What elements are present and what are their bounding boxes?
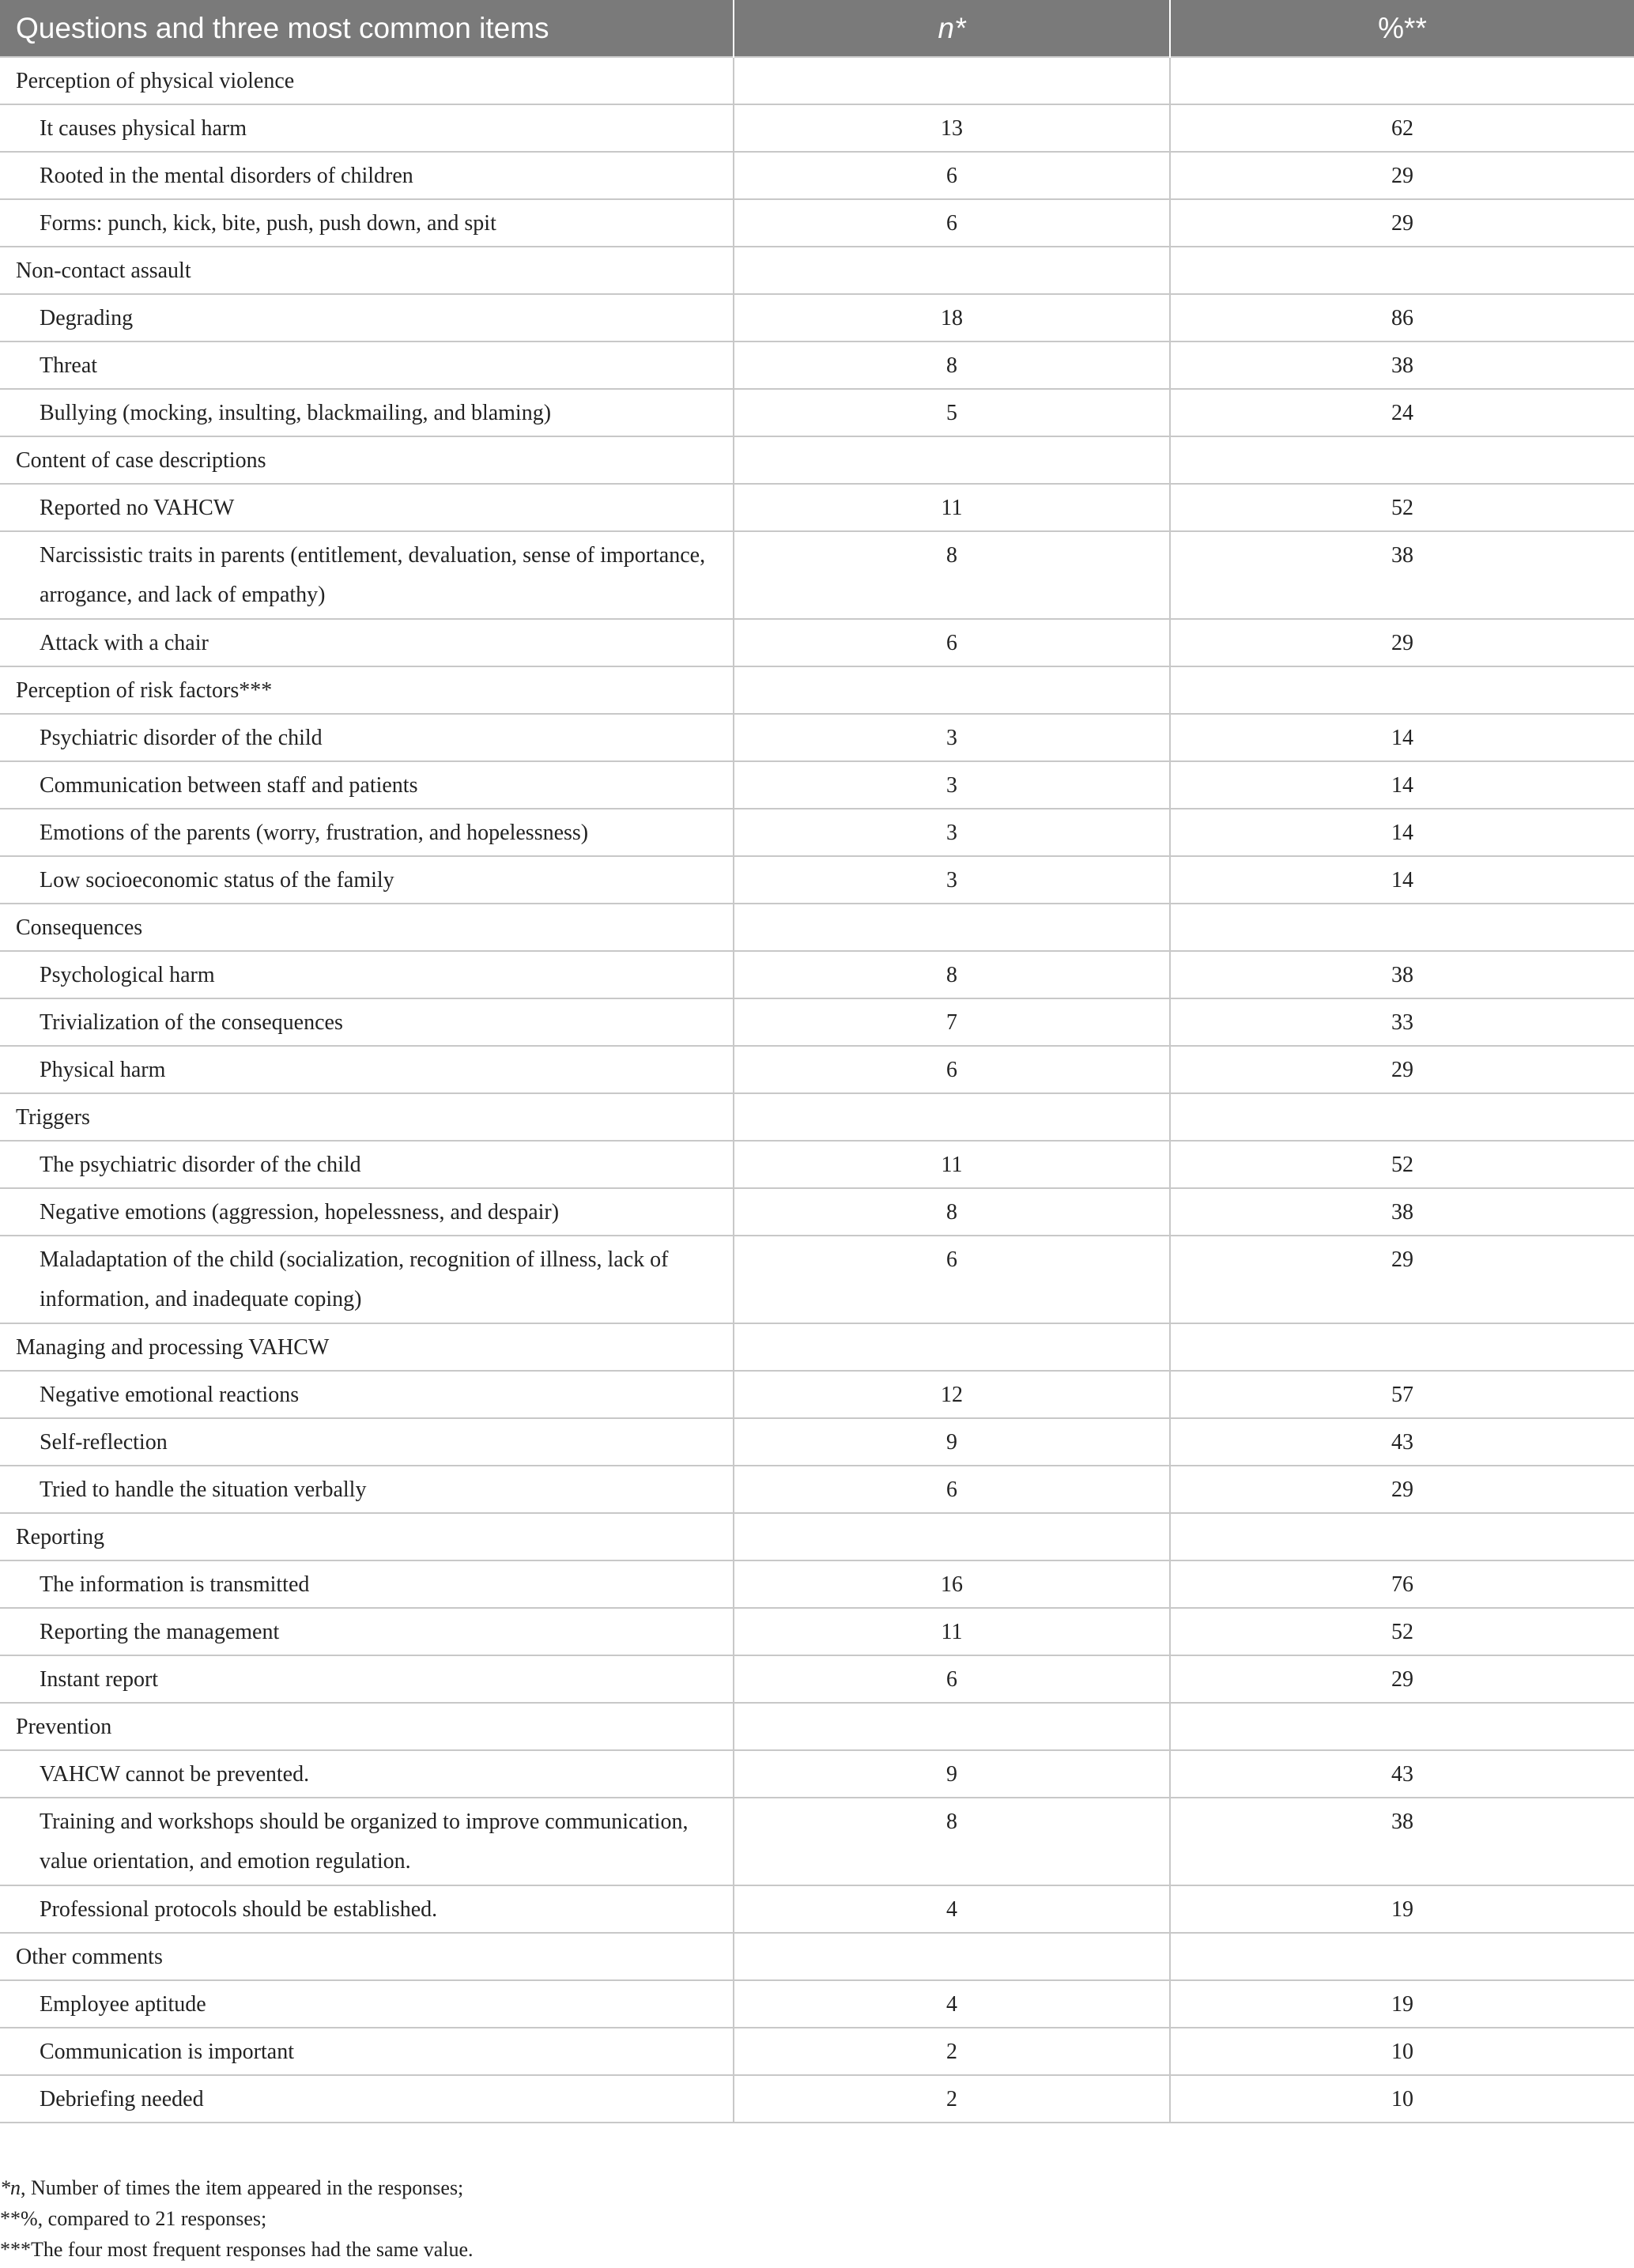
item-label: Communication is important bbox=[0, 2028, 734, 2075]
table-row bbox=[0, 294, 1634, 342]
group-row bbox=[0, 666, 1634, 714]
item-label: Communication between staff and patients bbox=[0, 761, 734, 809]
footnote-risk-factors: ***The four most frequent responses had the same value. bbox=[0, 2238, 474, 2261]
group-n-cell bbox=[734, 57, 1170, 104]
item-n-value: 11 bbox=[734, 1141, 1170, 1188]
group-label: Non-contact assault bbox=[0, 247, 734, 294]
group-n-cell bbox=[734, 1933, 1170, 1980]
item-label: Training and workshops should be organized to improve communication, value orientation, and emotion regulation. bbox=[0, 1798, 734, 1885]
group-percent-cell bbox=[1170, 904, 1634, 951]
group-row bbox=[0, 1513, 1634, 1560]
item-label: Negative emotions (aggression, hopelessness, and despair) bbox=[0, 1188, 734, 1236]
table-row bbox=[0, 1466, 1634, 1513]
group-percent-cell bbox=[1170, 1933, 1634, 1980]
table-row bbox=[0, 761, 1634, 809]
item-percent-value: 38 bbox=[1170, 1798, 1634, 1885]
group-row bbox=[0, 1933, 1634, 1980]
item-n-value: 6 bbox=[734, 1655, 1170, 1703]
item-percent-value: 29 bbox=[1170, 199, 1634, 247]
item-percent-value: 29 bbox=[1170, 1466, 1634, 1513]
table-row bbox=[0, 1418, 1634, 1466]
item-label: Trivialization of the consequences bbox=[0, 998, 734, 1046]
item-percent-value: 19 bbox=[1170, 1980, 1634, 2028]
header-n: n* bbox=[734, 0, 1170, 57]
table-row bbox=[0, 1980, 1634, 2028]
group-n-cell bbox=[734, 1093, 1170, 1141]
table-row bbox=[0, 1141, 1634, 1188]
table-row bbox=[0, 809, 1634, 856]
table-row bbox=[0, 484, 1634, 531]
item-percent-value: 14 bbox=[1170, 856, 1634, 904]
item-percent-value: 14 bbox=[1170, 714, 1634, 761]
item-n-value: 7 bbox=[734, 998, 1170, 1046]
group-row bbox=[0, 1703, 1634, 1750]
table-row bbox=[0, 342, 1634, 389]
table-header-row bbox=[0, 0, 1634, 57]
table-footnotes bbox=[0, 2172, 1634, 2265]
item-label: Psychiatric disorder of the child bbox=[0, 714, 734, 761]
table-row bbox=[0, 2075, 1634, 2123]
table-row bbox=[0, 1750, 1634, 1798]
item-label: Forms: punch, kick, bite, push, push down, and spit bbox=[0, 199, 734, 247]
item-label: Tried to handle the situation verbally bbox=[0, 1466, 734, 1513]
group-percent-cell bbox=[1170, 247, 1634, 294]
item-n-value: 8 bbox=[734, 1188, 1170, 1236]
group-label: Triggers bbox=[0, 1093, 734, 1141]
item-n-value: 8 bbox=[734, 342, 1170, 389]
item-label: The information is transmitted bbox=[0, 1560, 734, 1608]
item-n-value: 6 bbox=[734, 619, 1170, 666]
table-row bbox=[0, 1608, 1634, 1655]
item-label: Instant report bbox=[0, 1655, 734, 1703]
table-row bbox=[0, 389, 1634, 436]
item-n-value: 6 bbox=[734, 1046, 1170, 1093]
group-row bbox=[0, 904, 1634, 951]
item-n-value: 3 bbox=[734, 714, 1170, 761]
item-label: Bullying (mocking, insulting, blackmailing, and blaming) bbox=[0, 389, 734, 436]
table-row bbox=[0, 1046, 1634, 1093]
item-label: Degrading bbox=[0, 294, 734, 342]
group-percent-cell bbox=[1170, 1323, 1634, 1371]
item-n-value: 9 bbox=[734, 1418, 1170, 1466]
group-row bbox=[0, 1093, 1634, 1141]
item-n-value: 13 bbox=[734, 104, 1170, 152]
item-percent-value: 29 bbox=[1170, 1655, 1634, 1703]
table-row bbox=[0, 1655, 1634, 1703]
group-n-cell bbox=[734, 666, 1170, 714]
table-row bbox=[0, 152, 1634, 199]
item-n-value: 2 bbox=[734, 2028, 1170, 2075]
group-percent-cell bbox=[1170, 1513, 1634, 1560]
table-row bbox=[0, 1798, 1634, 1885]
table-row bbox=[0, 1236, 1634, 1323]
table-row bbox=[0, 619, 1634, 666]
item-label: VAHCW cannot be prevented. bbox=[0, 1750, 734, 1798]
item-n-value: 6 bbox=[734, 152, 1170, 199]
item-n-value: 4 bbox=[734, 1885, 1170, 1933]
group-percent-cell bbox=[1170, 436, 1634, 484]
group-percent-cell bbox=[1170, 57, 1634, 104]
item-n-value: 12 bbox=[734, 1371, 1170, 1418]
item-percent-value: 57 bbox=[1170, 1371, 1634, 1418]
group-n-cell bbox=[734, 247, 1170, 294]
table-row bbox=[0, 998, 1634, 1046]
group-label: Content of case descriptions bbox=[0, 436, 734, 484]
table-body bbox=[0, 57, 1634, 2123]
item-label: Negative emotional reactions bbox=[0, 1371, 734, 1418]
item-n-value: 3 bbox=[734, 856, 1170, 904]
item-n-value: 11 bbox=[734, 1608, 1170, 1655]
item-percent-value: 38 bbox=[1170, 951, 1634, 998]
group-row bbox=[0, 57, 1634, 104]
group-n-cell bbox=[734, 904, 1170, 951]
item-percent-value: 19 bbox=[1170, 1885, 1634, 1933]
group-label: Prevention bbox=[0, 1703, 734, 1750]
item-percent-value: 52 bbox=[1170, 1608, 1634, 1655]
item-n-value: 9 bbox=[734, 1750, 1170, 1798]
group-label: Consequences bbox=[0, 904, 734, 951]
group-n-cell bbox=[734, 436, 1170, 484]
item-percent-value: 43 bbox=[1170, 1418, 1634, 1466]
item-percent-value: 14 bbox=[1170, 761, 1634, 809]
item-label: The psychiatric disorder of the child bbox=[0, 1141, 734, 1188]
table-row bbox=[0, 199, 1634, 247]
item-label: Professional protocols should be established. bbox=[0, 1885, 734, 1933]
item-label: Low socioeconomic status of the family bbox=[0, 856, 734, 904]
item-percent-value: 38 bbox=[1170, 342, 1634, 389]
header-questions: Questions and three most common items bbox=[16, 11, 549, 44]
group-n-cell bbox=[734, 1703, 1170, 1750]
item-percent-value: 10 bbox=[1170, 2028, 1634, 2075]
item-n-value: 8 bbox=[734, 1798, 1170, 1885]
item-percent-value: 24 bbox=[1170, 389, 1634, 436]
table-row bbox=[0, 856, 1634, 904]
item-label: It causes physical harm bbox=[0, 104, 734, 152]
footnote-percent: **%, compared to 21 responses; bbox=[0, 2207, 267, 2230]
item-percent-value: 29 bbox=[1170, 619, 1634, 666]
item-percent-value: 52 bbox=[1170, 484, 1634, 531]
item-label: Attack with a chair bbox=[0, 619, 734, 666]
item-n-value: 5 bbox=[734, 389, 1170, 436]
table-row bbox=[0, 1371, 1634, 1418]
item-n-value: 3 bbox=[734, 761, 1170, 809]
item-n-value: 4 bbox=[734, 1980, 1170, 2028]
item-label: Maladaptation of the child (socialization, recognition of illness, lack of information, and inadequate coping) bbox=[0, 1236, 734, 1323]
item-label: Debriefing needed bbox=[0, 2075, 734, 2123]
item-n-value: 3 bbox=[734, 809, 1170, 856]
item-label: Rooted in the mental disorders of children bbox=[0, 152, 734, 199]
item-n-value: 6 bbox=[734, 199, 1170, 247]
table-row bbox=[0, 951, 1634, 998]
group-label: Managing and processing VAHCW bbox=[0, 1323, 734, 1371]
item-label: Narcissistic traits in parents (entitlement, devaluation, sense of importance, arrogance, and lack of empathy) bbox=[0, 531, 734, 619]
table-row bbox=[0, 531, 1634, 619]
item-n-value: 18 bbox=[734, 294, 1170, 342]
item-percent-value: 62 bbox=[1170, 104, 1634, 152]
item-label: Reporting the management bbox=[0, 1608, 734, 1655]
group-label: Perception of risk factors*** bbox=[0, 666, 734, 714]
group-label: Reporting bbox=[0, 1513, 734, 1560]
group-percent-cell bbox=[1170, 1093, 1634, 1141]
item-label: Employee aptitude bbox=[0, 1980, 734, 2028]
item-percent-value: 29 bbox=[1170, 1046, 1634, 1093]
item-label: Self-reflection bbox=[0, 1418, 734, 1466]
item-percent-value: 86 bbox=[1170, 294, 1634, 342]
item-percent-value: 52 bbox=[1170, 1141, 1634, 1188]
footnote-n-marker: *n bbox=[0, 2176, 21, 2199]
item-percent-value: 38 bbox=[1170, 1188, 1634, 1236]
item-n-value: 8 bbox=[734, 531, 1170, 619]
table-row bbox=[0, 1188, 1634, 1236]
footnote-n bbox=[0, 2172, 1634, 2203]
item-n-value: 11 bbox=[734, 484, 1170, 531]
table-row bbox=[0, 104, 1634, 152]
group-row bbox=[0, 247, 1634, 294]
item-percent-value: 76 bbox=[1170, 1560, 1634, 1608]
footnote-n-text: , Number of times the item appeared in the responses; bbox=[21, 2176, 464, 2199]
group-label: Perception of physical violence bbox=[0, 57, 734, 104]
group-n-cell bbox=[734, 1513, 1170, 1560]
item-percent-value: 14 bbox=[1170, 809, 1634, 856]
table-row bbox=[0, 1560, 1634, 1608]
item-label: Physical harm bbox=[0, 1046, 734, 1093]
group-percent-cell bbox=[1170, 666, 1634, 714]
item-percent-value: 43 bbox=[1170, 1750, 1634, 1798]
item-label: Emotions of the parents (worry, frustration, and hopelessness) bbox=[0, 809, 734, 856]
item-n-value: 2 bbox=[734, 2075, 1170, 2123]
group-label: Other comments bbox=[0, 1933, 734, 1980]
item-percent-value: 38 bbox=[1170, 531, 1634, 619]
table-row bbox=[0, 1885, 1634, 1933]
item-percent-value: 10 bbox=[1170, 2075, 1634, 2123]
item-label: Threat bbox=[0, 342, 734, 389]
item-label: Reported no VAHCW bbox=[0, 484, 734, 531]
group-percent-cell bbox=[1170, 1703, 1634, 1750]
item-label: Psychological harm bbox=[0, 951, 734, 998]
item-n-value: 16 bbox=[734, 1560, 1170, 1608]
item-percent-value: 33 bbox=[1170, 998, 1634, 1046]
item-percent-value: 29 bbox=[1170, 1236, 1634, 1323]
item-n-value: 6 bbox=[734, 1466, 1170, 1513]
group-n-cell bbox=[734, 1323, 1170, 1371]
table-row bbox=[0, 2028, 1634, 2075]
group-row bbox=[0, 436, 1634, 484]
group-row bbox=[0, 1323, 1634, 1371]
header-percent: %** bbox=[1170, 0, 1634, 57]
item-n-value: 6 bbox=[734, 1236, 1170, 1323]
item-percent-value: 29 bbox=[1170, 152, 1634, 199]
table-row bbox=[0, 714, 1634, 761]
item-n-value: 8 bbox=[734, 951, 1170, 998]
